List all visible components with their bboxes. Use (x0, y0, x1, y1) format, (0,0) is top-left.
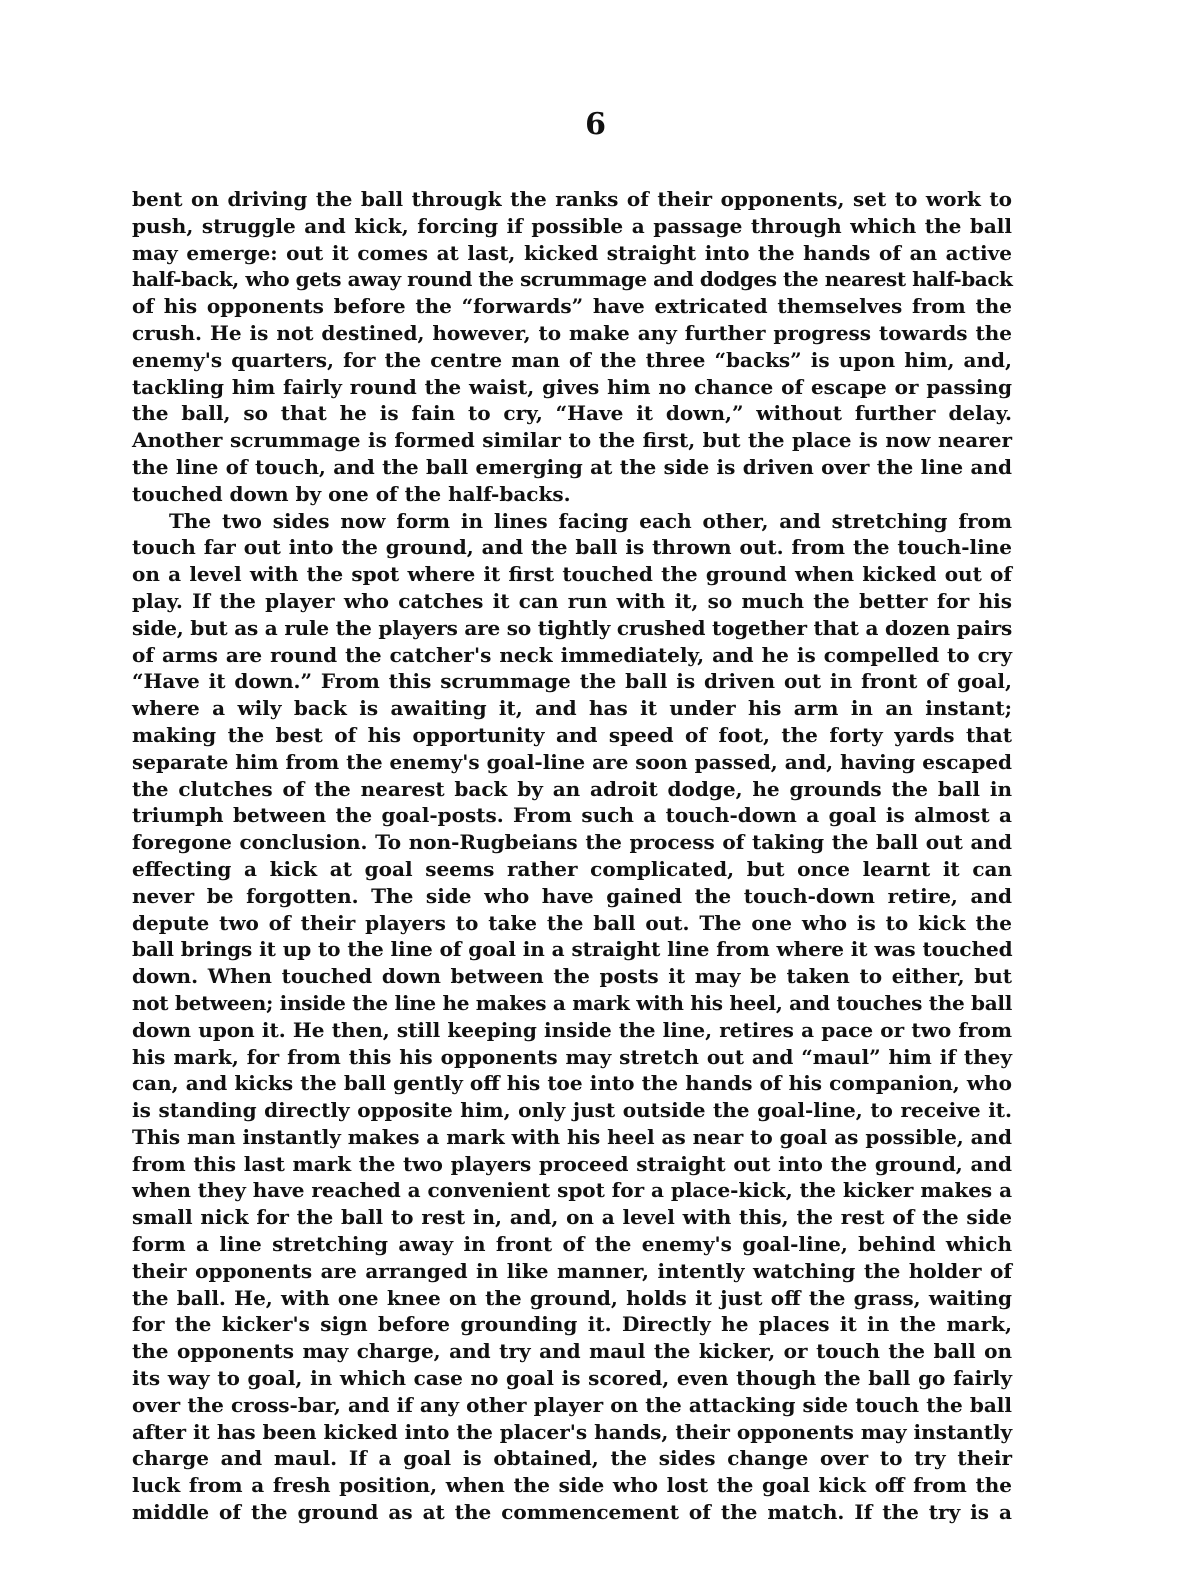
text-line: its way to goal, in which case no goal is scored, even though the ball go fairly (132, 1366, 1012, 1391)
text-line: down. When touched down between the posts it may be taken to either, but (132, 964, 1012, 989)
text-line: luck from a fresh position, when the side who lost the goal kick off from the (132, 1473, 1012, 1498)
paragraph (132, 508, 1012, 1526)
text-line: “Have it down.” From this scrummage the ball is driven out in front of goal, (132, 669, 1012, 694)
text-line: never be forgotten. The side who have gained the touch-down retire, and (132, 883, 1012, 908)
text-line: making the best of his opportunity and speed of foot, the forty yards that (132, 722, 1012, 747)
text-line: not between; inside the line he makes a mark with his heel, and touches the ball (132, 990, 1012, 1015)
text-line: the opponents may charge, and try and maul the kicker, or touch the ball on (132, 1339, 1012, 1364)
text-line: triumph between the goal-posts. From such a touch-down a goal is almost a (132, 803, 1012, 828)
text-line: can, and kicks the ball gently off his toe into the hands of his companion, who (132, 1071, 1012, 1096)
text-line: where a wily back is awaiting it, and has it under his arm in an instant; (132, 696, 1012, 721)
text-line: is standing directly opposite him, only just outside the goal-line, to receive it. (132, 1098, 1012, 1123)
paragraph (132, 186, 1012, 508)
text-line: down upon it. He then, still keeping inside the line, retires a pace or two from (132, 1017, 1012, 1042)
text-line: their opponents are arranged in like manner, intently watching the holder of (132, 1258, 1012, 1283)
page-number: 6 (585, 107, 606, 142)
text-line: effecting a kick at goal seems rather complicated, but once learnt it can (132, 856, 1012, 881)
text-line: may emerge: out it comes at last, kicked straight into the hands of an active (132, 240, 1012, 265)
text-line: the ball, so that he is fain to cry, “Have it down,” without further delay. (132, 401, 1012, 426)
text-line: half-back, who gets away round the scrummage and dodges the nearest half-back (132, 267, 1013, 292)
text-line: after it has been kicked into the placer's hands, their opponents may instantly (132, 1419, 1013, 1444)
text-line: for the kicker's sign before grounding it. Directly he places it in the mark, (132, 1312, 1012, 1337)
text-line: This man instantly makes a mark with his heel as near to goal as possible, and (132, 1124, 1012, 1149)
text-line: over the cross-bar, and if any other player on the attacking side touch the ball (132, 1392, 1012, 1417)
text-line: side, but as a rule the players are so tightly crushed together that a dozen pairs (132, 615, 1013, 640)
text-line: of his opponents before the “forwards” have extricated themselves from the (132, 294, 1012, 319)
text-line: separate him from the enemy's goal-line are soon passed, and, having escaped (132, 749, 1012, 774)
text-line: enemy's quarters, for the centre man of the three “backs” is upon him, and, (132, 347, 1012, 372)
text-line: tackling him fairly round the waist, gives him no chance of escape or passing (132, 374, 1012, 399)
text-line: touch far out into the ground, and the ball is thrown out. from the touch-line (132, 535, 1012, 560)
text-line: depute two of their players to take the ball out. The one who is to kick the (132, 910, 1012, 935)
body-text (132, 186, 1012, 1526)
text-line: The two sides now form in lines facing each other, and stretching from (169, 508, 1012, 533)
text-line: Another scrummage is formed similar to the first, but the place is now nearer (132, 428, 1012, 453)
text-line: push, struggle and kick, forcing if possible a passage through which the ball (132, 213, 1012, 238)
text-line: middle of the ground as at the commencement of the match. If the try is a (132, 1500, 1012, 1525)
text-line: the line of touch, and the ball emerging at the side is driven over the line and (132, 454, 1012, 479)
text-line: crush. He is not destined, however, to make any further progress towards the (132, 320, 1012, 345)
text-line: foregone conclusion. To non-Rugbeians the process of taking the ball out and (132, 830, 1012, 855)
text-line: touched down by one of the half-backs. (132, 481, 571, 506)
text-line: his mark, for from this his opponents may stretch out and “maul” him if they (132, 1044, 1012, 1069)
text-line: ball brings it up to the line of goal in a straight line from where it was touched (132, 937, 1013, 962)
text-line: bent on driving the ball througk the ranks of their opponents, set to work to (132, 187, 1012, 211)
text-line: when they have reached a convenient spot for a place-kick, the kicker makes a (132, 1178, 1012, 1203)
text-line: the ball. He, with one knee on the ground, holds it just off the grass, waiting (132, 1285, 1012, 1310)
text-line: small nick for the ball to rest in, and, on a level with this, the rest of the side (132, 1205, 1012, 1230)
text-line: charge and maul. If a goal is obtained, the sides change over to try their (132, 1446, 1012, 1471)
text-line: form a line stretching away in front of the enemy's goal-line, behind which (132, 1232, 1012, 1257)
text-line: the clutches of the nearest back by an adroit dodge, he grounds the ball in (132, 776, 1012, 801)
text-line: on a level with the spot where it first touched the ground when kicked out of (132, 562, 1012, 587)
text-line: of arms are round the catcher's neck immediately, and he is compelled to cry (132, 642, 1012, 667)
text-line: from this last mark the two players proceed straight out into the ground, and (132, 1151, 1012, 1176)
text-line: play. If the player who catches it can run with it, so much the better for his (132, 588, 1012, 613)
